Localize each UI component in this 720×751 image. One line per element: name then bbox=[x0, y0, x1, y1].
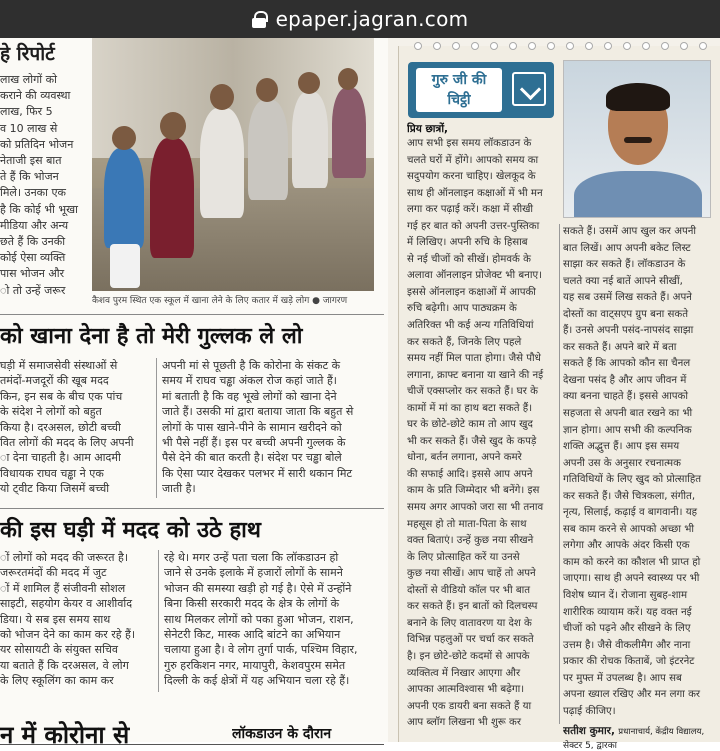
text-line: तमंदों-मजदूरों की खूब मदद bbox=[0, 374, 109, 388]
text-line: अपनी मां से पूछती है कि कोरोना के संकट के bbox=[162, 359, 341, 372]
text-line: विधायक राघव चड्ढा ने एक bbox=[0, 466, 104, 480]
letter-salutation: प्रिय छात्रों, bbox=[407, 123, 449, 135]
letter-line: जाएगा। साथ ही अपने स्वास्थ्य पर भी bbox=[563, 573, 700, 585]
letter-line: बनाने के लिए वातावरण या देश के bbox=[407, 617, 532, 629]
letter-line: विभिन्न पहलुओं पर चर्चा कर सकते bbox=[407, 634, 534, 646]
letter-line: महसूस हो तो माता-पिता के साथ bbox=[407, 518, 527, 530]
text-line: समय में राघव चड्ढा अंकल रोज कहां जाते हैं। bbox=[162, 374, 337, 388]
letter-line: दोस्तों से वीडियो कॉल पर भी बात bbox=[407, 584, 531, 596]
letter-line: भी कर सकते हैं। जैसे खुद के कपड़े bbox=[407, 435, 537, 447]
letter-line: समय अगर आपको जरा सा भी तनाव bbox=[407, 502, 544, 514]
text-line: लाख, फिर 5 bbox=[0, 105, 53, 119]
text-line: मीडिया और अन्य bbox=[0, 218, 69, 232]
letter-line: साथ ही ऑनलाइन कक्षाओं में भी मन bbox=[407, 187, 543, 199]
letter-line: चीजों को पढ़ने और सीखने के लिए bbox=[563, 623, 691, 635]
bottom-headline: न में कोरोना से bbox=[0, 721, 130, 749]
letter-line: प्रकार की रोचक किताबें, जो इंटरनेट bbox=[563, 656, 695, 668]
letter-line: गई हर बात को अपनी उत्तर-पुस्तिका bbox=[407, 220, 540, 232]
headline-gullak: को खाना देना है तो मेरी गुल्लक ले लो bbox=[0, 324, 303, 349]
decorative-dots bbox=[400, 42, 720, 52]
letter-line: लगाना, क्राफ्ट बनाना या खाने की नई bbox=[407, 369, 544, 381]
text-line: ों में शामिल हैं संजीवनी सोशल bbox=[0, 581, 126, 595]
browser-url-bar[interactable] bbox=[0, 0, 720, 38]
text-line: ों लोगों को मदद की जरूरत है। bbox=[0, 551, 129, 564]
letter-line: यह सब उसमें लिख सकते हैं। अपने bbox=[563, 292, 692, 304]
text-line: ा देना चाहती है। आम आदमी bbox=[0, 451, 121, 465]
text-line: के संदेश ने लोगों को बहुत bbox=[0, 405, 102, 419]
text-line: नेताजी इस बात bbox=[0, 154, 62, 168]
text-line: भोजन की समस्या खड़ी हो गई है। ऐसे में उन्होंने bbox=[164, 581, 352, 595]
text-line: घड़ी में समाजसेवी संस्थाओं से bbox=[0, 359, 118, 372]
letter-line: से नई चीजों को सीखें। होमवर्क के bbox=[407, 253, 531, 265]
story2-col2 bbox=[164, 550, 386, 689]
envelope-download-icon bbox=[512, 72, 546, 106]
letter-col2 bbox=[563, 224, 713, 720]
letter-line: दोस्तों का वाट्सएप ग्रुप बना सकते bbox=[563, 308, 689, 320]
letter-line: वक्त बिताएं। उन्हें कुछ नया सीखने bbox=[407, 535, 534, 547]
text-line: मिले। उनका एक bbox=[0, 186, 67, 200]
letter-line: घर के छोटे-छोटे काम तो आप खुद bbox=[407, 419, 533, 431]
text-line: भी पैसे नहीं हैं। इस पर बच्ची अपनी गुल्लक के bbox=[162, 436, 346, 450]
text-line: छते हैं कि उनकी bbox=[0, 235, 66, 249]
letter-line: शारीरिक व्यायाम करें। यह वक्त नई bbox=[563, 606, 692, 618]
letter-line: आप सभी इस समय लॉकडाउन के bbox=[407, 138, 532, 149]
text-line: पास भोजन और bbox=[0, 267, 65, 281]
letter-line: चीजें एक्सप्लोर कर सकते हैं। घर के bbox=[407, 386, 538, 398]
story2-col1 bbox=[0, 550, 156, 689]
col1-text bbox=[0, 72, 90, 299]
letter-line: पढ़ाई कीजिए। bbox=[563, 705, 616, 717]
letter-line: ज्ञान होगा। आप सभी की कल्पनिक bbox=[563, 424, 692, 436]
text-line: ो तो उन्हें जरूर bbox=[0, 283, 66, 297]
letter-line: चलते क्या नई बातें आपने सीखीं, bbox=[563, 275, 683, 287]
letter-line: आप ब्लॉग लिखना भी शुरू कर bbox=[407, 717, 522, 729]
text-line: गुरु हरकिशन नगर, मायापुरी, केशवपुरम समेत bbox=[164, 658, 346, 672]
text-line: है कि कोई भी भूखा bbox=[0, 202, 78, 216]
badge-title-line2: चिट्ठी bbox=[447, 92, 471, 108]
letter-line: सहजता से अपनी बात रखने का भी bbox=[563, 408, 693, 420]
text-line: पैसे देने की बात करती है। संदेश पर चड्ढा बोले bbox=[162, 451, 342, 465]
letter-line: लगा कर पढ़ाई करें। कक्षा में सीखी bbox=[407, 204, 534, 216]
letter-line: काम को करने का कौशल भी प्राप्त हो bbox=[563, 556, 701, 568]
letter-line: कर सकते हैं। इन बातों को दिलचस्प bbox=[407, 601, 538, 613]
headline-madad: की इस घड़ी में मदद को उठे हाथ bbox=[0, 518, 261, 543]
signature-place: सेक्टर 5, द्वारका bbox=[563, 741, 617, 751]
signature-name: सतीश कुमार, bbox=[563, 725, 615, 737]
letter-line: की सफाई आदि। इससे आप अपने bbox=[407, 468, 533, 480]
text-line: जाते हैं। उसकी मां द्वारा बताया जाता कि बहुत से bbox=[162, 405, 354, 419]
letter-line: में लिखिए। अपनी रुचि के हिसाब bbox=[407, 237, 528, 249]
text-line: लाख लोगों को bbox=[0, 73, 57, 86]
letter-line: लगेगा और आपके अंदर किसी एक bbox=[563, 540, 690, 552]
text-line: जरूरतमंदों की मदद में जुट bbox=[0, 566, 107, 580]
text-line: लोगों के पास खाने-पीने के सामान खरीदने को bbox=[162, 420, 342, 434]
text-line: जाती है। bbox=[162, 482, 196, 496]
story1-col1 bbox=[0, 358, 150, 497]
text-line: को प्रतिदिन भोजन bbox=[0, 137, 74, 151]
letter-line: रुचि बढ़ेगी। आप पाठ्यक्रम के bbox=[407, 303, 517, 315]
letter-line: सकते हैं कि आपको कौन सा चैनल bbox=[563, 358, 691, 370]
letter-line: शक्ति अद्भुत्त हैं। आप इस समय bbox=[563, 441, 680, 453]
letter-line: अपनी उस के अनुसार रचनात्मक bbox=[563, 457, 681, 469]
text-line: डिया। ये सब इस समय साथ bbox=[0, 612, 111, 626]
text-line: किन, इन सब के बीच एक पांच bbox=[0, 389, 123, 403]
letter-line: नृत्य, सिलाई, कढ़ाई व बागवानी। यह bbox=[563, 507, 698, 519]
letter-line: इससे ऑनलाइन कक्षाओं में आपकी bbox=[407, 286, 536, 298]
letter-line: कर सकते हैं। अपने बारे में बता bbox=[563, 341, 677, 353]
signature-detail: प्रधानाचार्य, केंद्रीय विद्यालय, bbox=[618, 727, 705, 737]
text-line: यो ट्वीट किया जिसमें बच्ची bbox=[0, 482, 110, 496]
col1-heading: हे रिपोर्ट bbox=[0, 43, 55, 65]
letter-line: समय नहीं मिल पाता होगा। जैसे पौधे bbox=[407, 353, 541, 365]
text-line: कराने की व्यवस्था bbox=[0, 89, 71, 103]
text-line: यर सोसायटी के संयुक्त सचिव bbox=[0, 643, 119, 657]
text-line: कि ऐसा प्यार देखकर पलभर में सारी थकान मिट bbox=[162, 466, 353, 480]
letter-line: कामों में मां का हाथ बटा सकते हैं। bbox=[407, 402, 533, 414]
news-photo bbox=[92, 38, 374, 291]
letter-line: सदुपयोग करना चाहिए। खेलकूद के bbox=[407, 171, 536, 183]
letter-line: साझा कर सकते हैं। लॉकडाउन के bbox=[563, 259, 686, 271]
badge-title-line1: गुरु जी की bbox=[431, 72, 487, 88]
letter-line: पर मुफ्त में उपलब्ध है। आप सब bbox=[563, 672, 682, 684]
letter-line: काम के प्रति जिम्मेदार भी बनेंगे। इस bbox=[407, 485, 540, 497]
text-line: को भोजन देने का काम कर रहे हैं। bbox=[0, 628, 136, 642]
text-line: वित लोगों की मदद के लिए अपनी bbox=[0, 436, 134, 450]
letter-line: के लिए प्रोत्साहित करें या उनसे bbox=[407, 551, 520, 563]
letter-line: गतिविधियों के लिए खुद को प्रोत्साहित bbox=[563, 474, 702, 486]
left-page-section bbox=[0, 38, 388, 749]
text-line: के लिए स्कूलिंग का काम कर bbox=[0, 674, 114, 688]
letter-line: क्या बनना चाहते हैं। इससे आपको bbox=[563, 391, 688, 403]
text-line: या बताते हैं कि दरअसल, वे लोग bbox=[0, 658, 129, 672]
letter-line: अतिरिक्त भी कई अन्य गतिविधियां bbox=[407, 320, 534, 332]
text-line: ते हैं कि भोजन bbox=[0, 170, 59, 184]
text-line: सेनेटरी किट, मास्क आदि बांटने का अभियान bbox=[164, 628, 341, 642]
letter-line: कर सकते हैं। जैसे चित्रकला, संगीत, bbox=[563, 490, 696, 502]
text-line: किया है। दरअसल, छोटी बच्ची bbox=[0, 420, 121, 434]
bottom-subhead: लॉकडाउन के दौरान bbox=[232, 726, 332, 742]
letter-line: सकते हैं। उसमें आप खुल कर अपनी bbox=[563, 226, 697, 237]
letter-line: कर सकते हैं, जिनके लिए पहले bbox=[407, 336, 522, 348]
letter-line: है। इन छोटे-छोटे कदमों से आपके bbox=[407, 650, 530, 662]
signature bbox=[563, 724, 718, 738]
letter-line: बात लिखें। आप अपनी बकेट लिस्ट bbox=[563, 242, 691, 254]
story1-col2 bbox=[162, 358, 386, 497]
letter-line: देखना पसंद है और आप जीवन में bbox=[563, 374, 687, 386]
letter-col1 bbox=[407, 136, 557, 732]
column-badge bbox=[408, 62, 554, 118]
text-line: साथ मिलकर लोगों को पका हुआ भोजन, राशन, bbox=[164, 612, 354, 626]
letter-line: हैं। उनसे अपनी पसंद-नापसंद साझा bbox=[563, 325, 694, 337]
text-line: कोई ऐसा व्यक्ति bbox=[0, 251, 66, 265]
epaper-page bbox=[0, 38, 720, 751]
author-portrait bbox=[563, 60, 711, 218]
letter-line: चलते घरों में होंगे। आपको समय का bbox=[407, 154, 539, 166]
text-line: मां बताती है कि वह भूखे लोगों को खाना देने bbox=[162, 389, 337, 403]
letter-line: विशेष ध्यान दें। रोजाना सुबह-शाम bbox=[563, 590, 688, 602]
letter-line: कुछ नया सीखें। आप चाहें तो अपने bbox=[407, 568, 536, 580]
url-text[interactable]: epaper.jagran.com bbox=[275, 7, 469, 31]
lock-icon bbox=[252, 11, 266, 27]
letter-line: अपना ख्याल रखिए और मन लगा कर bbox=[563, 689, 701, 701]
text-line: व 10 लाख से bbox=[0, 121, 58, 135]
letter-line: उत्तम है। जैसे वीकलीमैग और नाना bbox=[563, 639, 691, 651]
text-line: रहे थे। मगर उन्हें पता चला कि लॉकडाउन हो bbox=[164, 551, 339, 564]
letter-line: सब काम करने से आपको अच्छा भी bbox=[563, 523, 694, 535]
letter-line: आपका आत्मविश्वास भी बढ़ेगा। bbox=[407, 684, 525, 696]
text-line: बिना किसी सरकारी मदद के क्षेत्र के लोगों के bbox=[164, 597, 340, 611]
letter-line: धोना, बर्तन लगाना, अपने कमरे bbox=[407, 452, 522, 464]
letter-line: व्यक्तित्व में निखार आएगा और bbox=[407, 667, 521, 679]
text-line: चलाया हुआ है। वे लोग तुर्गा पार्क, पश्चिम विहार, bbox=[164, 643, 358, 657]
photo-caption: कैशव पुरम स्थित एक स्कूल में खाना लेने के लिए कतार में खड़े लोग ● जागरण bbox=[92, 296, 348, 306]
letter-line: अलावा ऑनलाइन प्रोजेक्ट भी बनाए। bbox=[407, 270, 542, 282]
letter-line: अपनी एक डायरी बना सकते हैं या bbox=[407, 700, 532, 712]
text-line: साइटी, सहयोग केयर व आशीर्वाद bbox=[0, 597, 133, 611]
text-line: दिल्ली के कई क्षेत्रों में यह अभियान चला रहे हैं। bbox=[164, 674, 350, 688]
text-line: जाने से उनके इलाके में हजारों लोगों के सामने bbox=[164, 566, 343, 580]
